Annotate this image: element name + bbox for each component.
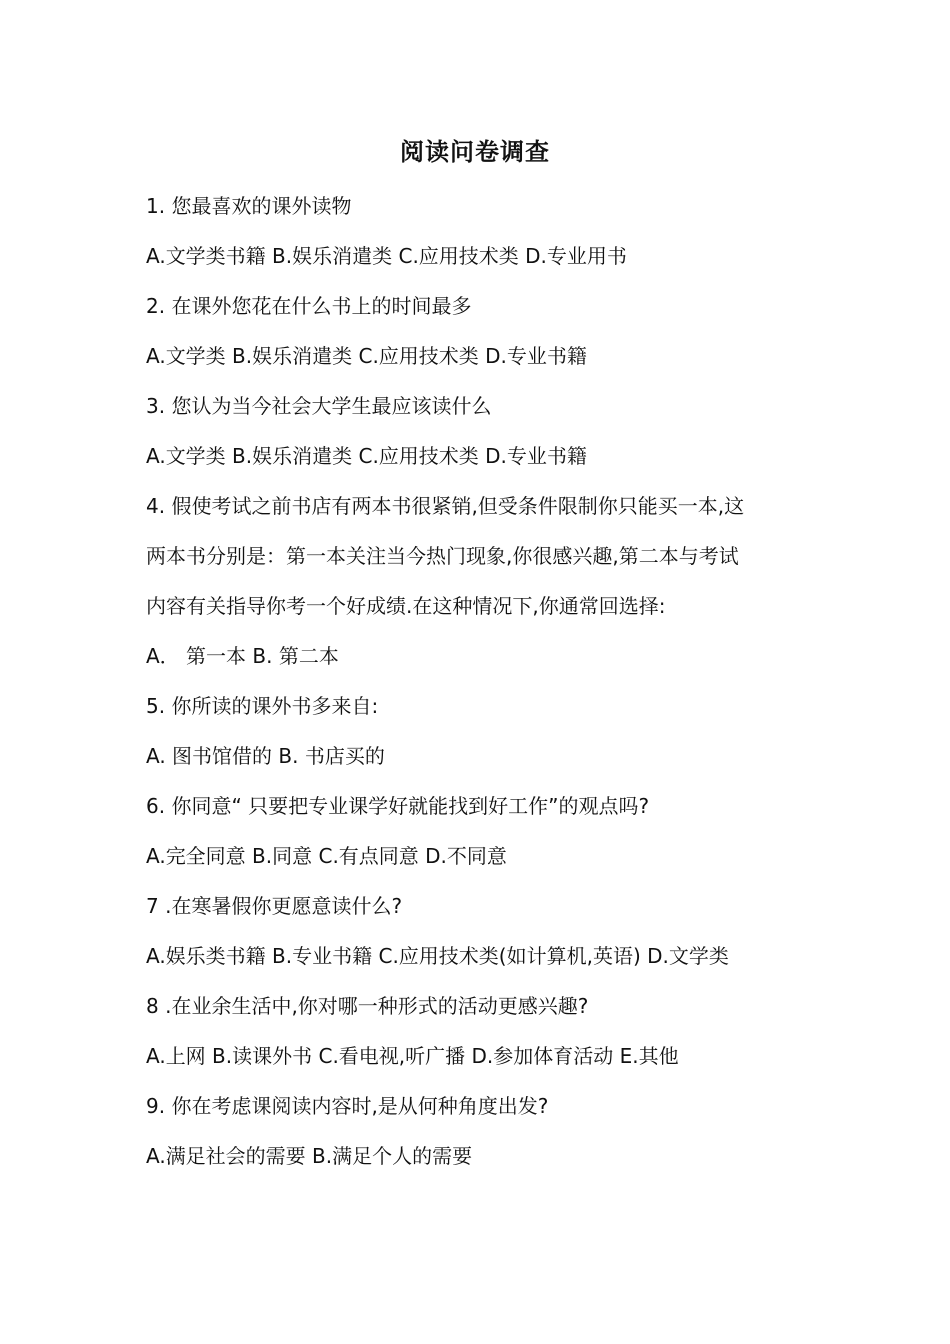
page-title: 阅读问卷调查 — [400, 138, 550, 166]
question-4-line-1: 4. 假使考试之前书店有两本书很紧销,但受条件限制你只能买一本,这 — [146, 494, 745, 518]
question-8: 8 .在业余生活中,你对哪一种形式的活动更感兴趣? — [146, 994, 589, 1018]
question-5-options: A. 图书馆借的 B. 书店买的 — [146, 744, 385, 768]
question-4-line-3: 内容有关指导你考一个好成绩.在这种情况下,你通常回选择: — [146, 594, 666, 618]
question-1-options: A.文学类书籍 B.娱乐消遣类 C.应用技术类 D.专业用书 — [146, 244, 627, 268]
question-8-options: A.上网 B.读课外书 C.看电视,听广播 D.参加体育活动 E.其他 — [146, 1044, 679, 1068]
question-9: 9. 你在考虑课阅读内容时,是从何种角度出发? — [146, 1094, 549, 1118]
question-7: 7 .在寒暑假你更愿意读什么? — [146, 894, 403, 918]
question-2: 2. 在课外您花在什么书上的时间最多 — [146, 294, 472, 318]
question-2-options: A.文学类 B.娱乐消遣类 C.应用技术类 D.专业书籍 — [146, 344, 587, 368]
question-3-options: A.文学类 B.娱乐消遣类 C.应用技术类 D.专业书籍 — [146, 444, 587, 468]
question-4-line-2: 两本书分别是：第一本关注当今热门现象,你很感兴趣,第二本与考试 — [146, 544, 739, 568]
question-4-options: A． 第一本 B. 第二本 — [146, 644, 339, 668]
question-9-options: A.满足社会的需要 B.满足个人的需要 — [146, 1144, 473, 1168]
question-1: 1. 您最喜欢的课外读物 — [146, 194, 352, 218]
question-6-options: A.完全同意 B.同意 C.有点同意 D.不同意 — [146, 844, 507, 868]
question-3: 3. 您认为当今社会大学生最应该读什么 — [146, 394, 492, 418]
question-5: 5. 你所读的课外书多来自: — [146, 694, 379, 718]
document-body — [146, 181, 816, 1181]
question-6: 6. 你同意“ 只要把专业课学好就能找到好工作”的观点吗? — [146, 794, 650, 818]
question-7-options: A.娱乐类书籍 B.专业书籍 C.应用技术类(如计算机,英语) D.文学类 — [146, 944, 729, 968]
